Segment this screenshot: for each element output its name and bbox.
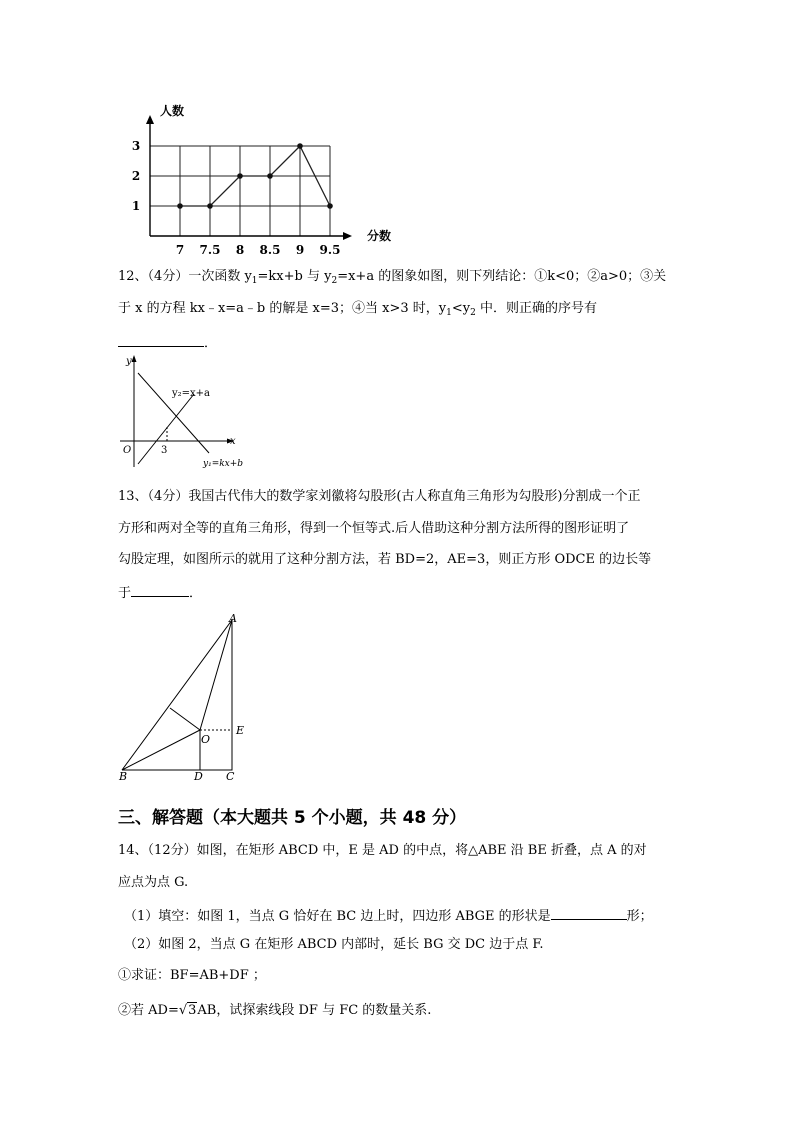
y-tick-label: 3: [131, 139, 141, 153]
point-c: C: [226, 770, 235, 783]
q13-answer-blank[interactable]: [131, 582, 189, 597]
y-axis-arrow: [146, 115, 154, 124]
segment-bo: [122, 730, 200, 770]
data-point: [267, 173, 273, 179]
chart-grid: [150, 146, 330, 236]
x-tick-label: 8: [235, 243, 245, 257]
q12-graph: [116, 352, 256, 472]
label-y2: y₂=x+a: [172, 388, 211, 399]
label-y1: y₁=kx+b: [203, 459, 244, 469]
segment-o-foot: [170, 708, 200, 730]
q14-line1: 14、（12分）如图，在矩形 ABCD 中，E 是 AD 的中点，将△ABE 沿 BE 折叠，点 A 的对: [118, 843, 647, 858]
data-point: [207, 203, 213, 209]
q14-sub1: ①求证：BF=AB+DF ；: [118, 968, 266, 983]
q13-line4: 于 ．: [118, 582, 202, 603]
q13-line1: 13、（4分）我国古代伟大的数学家刘徽将勾股形(古人称直角三角形为勾股形)分割成一个正: [118, 489, 641, 504]
score-chart: [130, 100, 400, 270]
point-o: O: [201, 733, 211, 746]
origin-label: O: [123, 445, 132, 456]
data-point: [177, 203, 183, 209]
q14-part2: （2）如图 2，当点 G 在矩形 ABCD 内部时，延长 BG 交 DC 边于点 F.: [124, 937, 544, 952]
data-point: [237, 173, 243, 179]
q14-line2: 应点为点 G.: [118, 875, 189, 890]
y-tick-label: 2: [131, 169, 141, 183]
point-d: D: [194, 770, 203, 783]
x-tick-label: 7.5: [199, 243, 221, 257]
q13-line3: 勾股定理，如图所示的就用了这种分割方法，若 BD=2，AE=3，则正方形 ODCE 的边长等: [118, 552, 652, 567]
x-tick-label: 9: [295, 243, 305, 257]
x-tick-3: 3: [161, 445, 168, 456]
sqrt-symbol: √3: [178, 1003, 197, 1018]
triangle-abc: [122, 620, 232, 770]
q12-line2: 于 x 的方程 kx﹣x=a﹣b 的解是 x=3；④当 x>3 时，$y_1<y_2$ 中．则正确的序号有: [118, 301, 597, 318]
point-b: B: [119, 770, 128, 783]
chart-axes: [146, 115, 352, 240]
q12-line1: 12、（4分）一次函数 $y_1=kx+b$ 与 $y_2=x+a$ 的图象如图，则下列结论：①k<0；②a>0；③关: [118, 269, 667, 286]
segment-ao: [200, 620, 232, 730]
x-tick-label: 7: [175, 243, 185, 257]
y-axis-label: 人数: [160, 104, 185, 118]
data-point: [297, 143, 303, 149]
data-point: [327, 203, 333, 209]
q13-line2: 方形和两对全等的直角三角形，得到一个恒等式.后人借助这种分割方法所得的图形证明了: [118, 521, 630, 536]
x-tick-label: 9.5: [319, 243, 341, 257]
y-axis-name: y: [126, 356, 132, 367]
x-axis-arrow: [343, 232, 352, 240]
q13-figure: [112, 610, 262, 785]
q12-answer-line: ．: [118, 332, 217, 353]
point-e: E: [236, 724, 245, 737]
q14-answer-blank[interactable]: [551, 905, 627, 920]
q12-answer-blank[interactable]: [118, 332, 204, 347]
x-axis-name: x: [230, 436, 236, 447]
x-tick-label: 8.5: [259, 243, 281, 257]
y-tick-label: 1: [131, 199, 141, 213]
q14-sub2: ②若 AD=√3AB，试探索线段 DF 与 FC 的数量关系.: [118, 1003, 432, 1018]
x-axis-label: 分数: [367, 229, 392, 243]
section-3-title: 三、解答题（本大题共 5 个小题，共 48 分）: [118, 808, 467, 828]
q14-part1: （1）填空：如图 1，当点 G 恰好在 BC 边上时，四边形 ABGE 的形状是 形；: [124, 905, 653, 926]
point-a: A: [229, 612, 237, 625]
